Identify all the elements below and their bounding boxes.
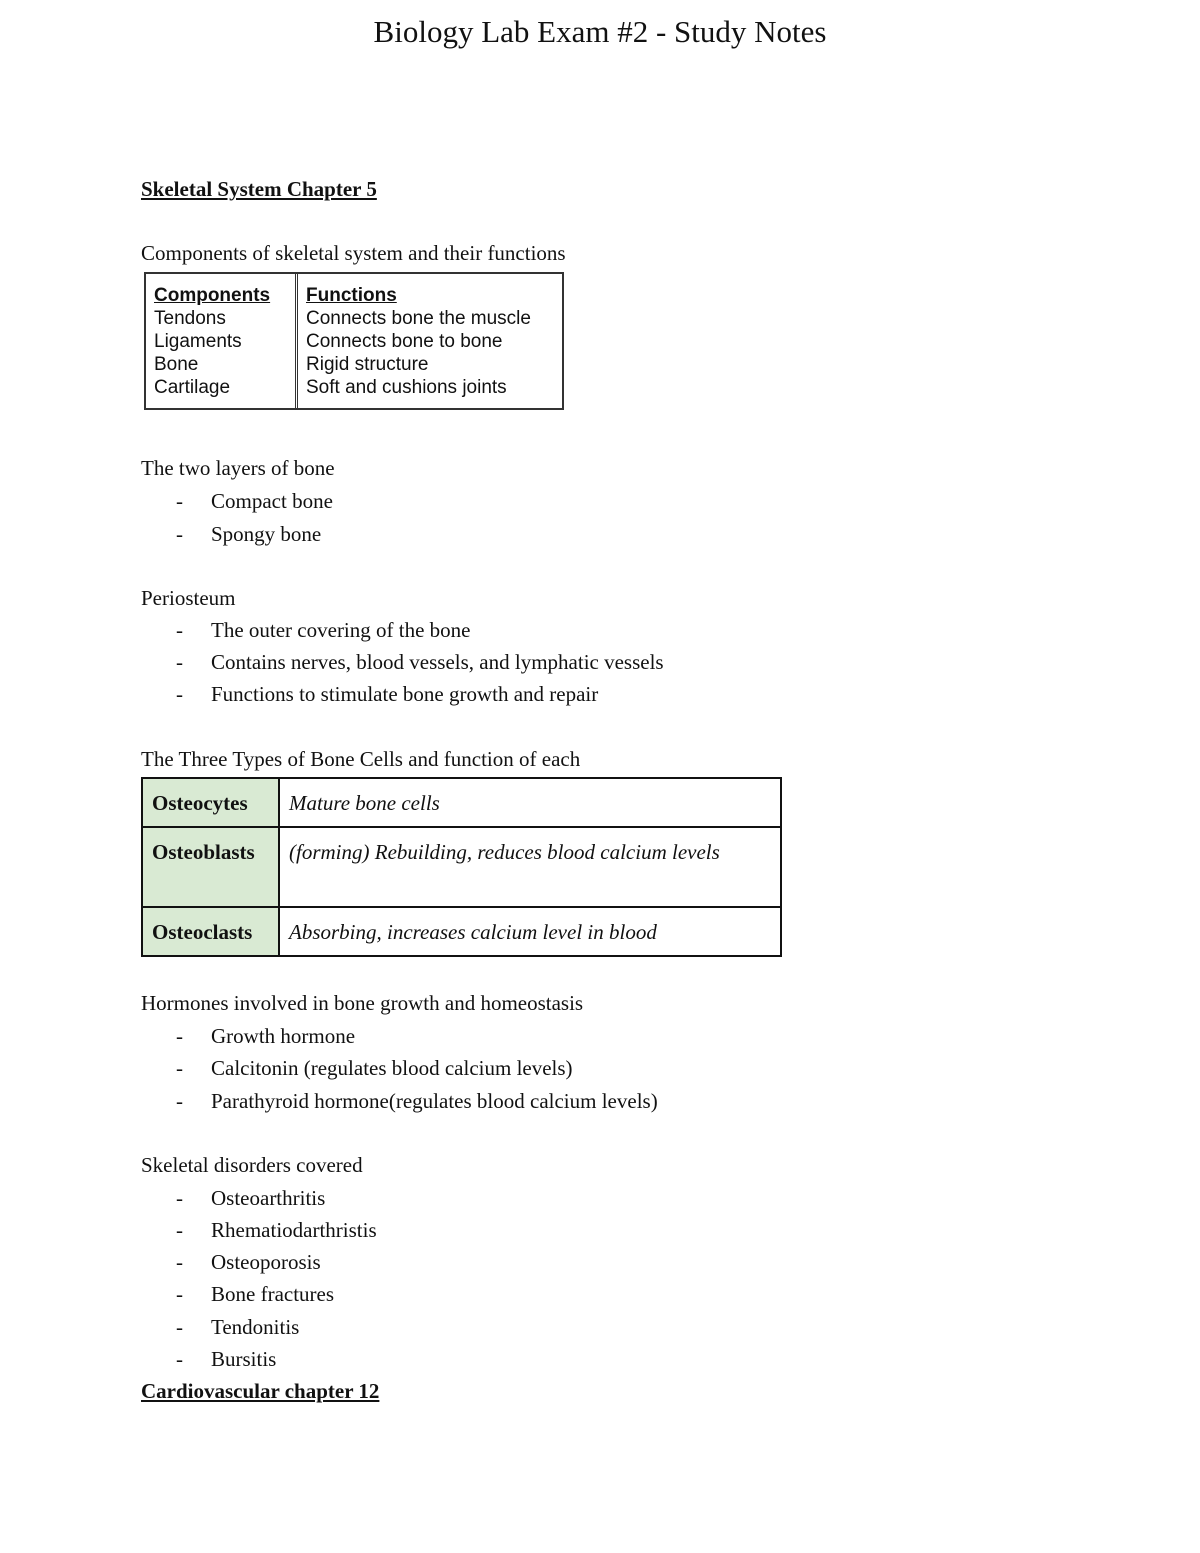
function-cell: Rigid structure <box>306 354 429 375</box>
list-item-text: Calcitonin (regulates blood calcium levels) <box>211 1056 573 1080</box>
functions-column <box>298 274 562 408</box>
list-item <box>176 520 321 548</box>
list-item <box>176 487 333 515</box>
section-heading-cardio: Cardiovascular chapter 12 <box>141 1379 380 1403</box>
list-item-text: Parathyroid hormone(regulates blood calcium levels) <box>211 1089 658 1113</box>
function-cell: Soft and cushions joints <box>306 377 507 398</box>
section-heading-skeletal: Skeletal System Chapter 5 <box>141 177 377 201</box>
hormones-heading: Hormones involved in bone growth and homeostasis <box>141 991 584 1015</box>
list-item-text: Growth hormone <box>211 1024 356 1048</box>
component-cell: Ligaments <box>154 331 242 352</box>
list-item <box>176 616 471 644</box>
bullet-marker: - <box>176 1089 183 1113</box>
components-table <box>144 272 564 410</box>
list-item-text: Contains nerves, blood vessels, and lymphatic vessels <box>211 650 664 674</box>
periosteum-heading: Periosteum <box>141 586 236 610</box>
list-item-text: Osteoporosis <box>211 1250 321 1274</box>
list-item <box>176 1054 573 1082</box>
cell-type-name: Osteoblasts <box>142 827 279 907</box>
list-item <box>176 680 598 708</box>
disorders-heading: Skeletal disorders covered <box>141 1153 363 1177</box>
list-item <box>176 1184 325 1212</box>
bullet-marker: - <box>176 1250 183 1274</box>
bullet-marker: - <box>176 1347 183 1371</box>
components-column <box>146 274 298 408</box>
bullet-marker: - <box>176 1218 183 1242</box>
components-header: Components <box>154 285 271 306</box>
cell-type-function: (forming) Rebuilding, reduces blood calcium levels <box>279 827 781 907</box>
list-item <box>176 1345 276 1373</box>
list-item-text: Osteoarthritis <box>211 1186 326 1210</box>
list-item <box>176 1248 321 1276</box>
bullet-marker: - <box>176 1315 183 1339</box>
table-row <box>142 907 781 956</box>
list-item-text: The outer covering of the bone <box>211 618 471 642</box>
bullet-marker: - <box>176 1024 183 1048</box>
component-cell: Cartilage <box>154 377 231 398</box>
function-cell: Connects bone to bone <box>306 331 503 352</box>
list-item-text: Rhematiodarthristis <box>211 1218 377 1242</box>
function-cell: Connects bone the muscle <box>306 308 531 329</box>
bullet-marker: - <box>176 489 183 513</box>
component-cell: Tendons <box>154 308 226 329</box>
list-item <box>176 648 664 676</box>
bullet-marker: - <box>176 522 183 546</box>
cell-type-name: Osteocytes <box>142 778 279 827</box>
bullet-marker: - <box>176 1186 183 1210</box>
bullet-marker: - <box>176 650 183 674</box>
bullet-marker: - <box>176 618 183 642</box>
page-title: Biology Lab Exam #2 - Study Notes <box>373 14 827 49</box>
bullet-marker: - <box>176 682 183 706</box>
list-item-text: Tendonitis <box>211 1315 300 1339</box>
table-row <box>142 827 781 907</box>
component-cell: Bone <box>154 354 199 375</box>
list-item-text: Bone fractures <box>211 1282 335 1306</box>
cell-type-name: Osteoclasts <box>142 907 279 956</box>
layers-heading: The two layers of bone <box>141 456 335 480</box>
cell-type-function: Absorbing, increases calcium level in blood <box>279 907 781 956</box>
list-item-text: Functions to stimulate bone growth and repair <box>211 682 599 706</box>
bullet-marker: - <box>176 1282 183 1306</box>
list-item <box>176 1313 299 1341</box>
list-item-text: Spongy bone <box>211 522 322 546</box>
functions-header: Functions <box>306 285 397 306</box>
list-item-text: Bursitis <box>211 1347 277 1371</box>
list-item <box>176 1087 658 1115</box>
table-row <box>142 778 781 827</box>
bone-cells-heading: The Three Types of Bone Cells and function of each <box>141 747 581 771</box>
list-item-text: Compact bone <box>211 489 333 513</box>
cell-type-function: Mature bone cells <box>279 778 781 827</box>
bullet-marker: - <box>176 1056 183 1080</box>
list-item <box>176 1022 355 1050</box>
bone-cells-table <box>141 777 782 957</box>
list-item <box>176 1280 334 1308</box>
components-intro: Components of skeletal system and their functions <box>141 241 566 265</box>
list-item <box>176 1216 377 1244</box>
